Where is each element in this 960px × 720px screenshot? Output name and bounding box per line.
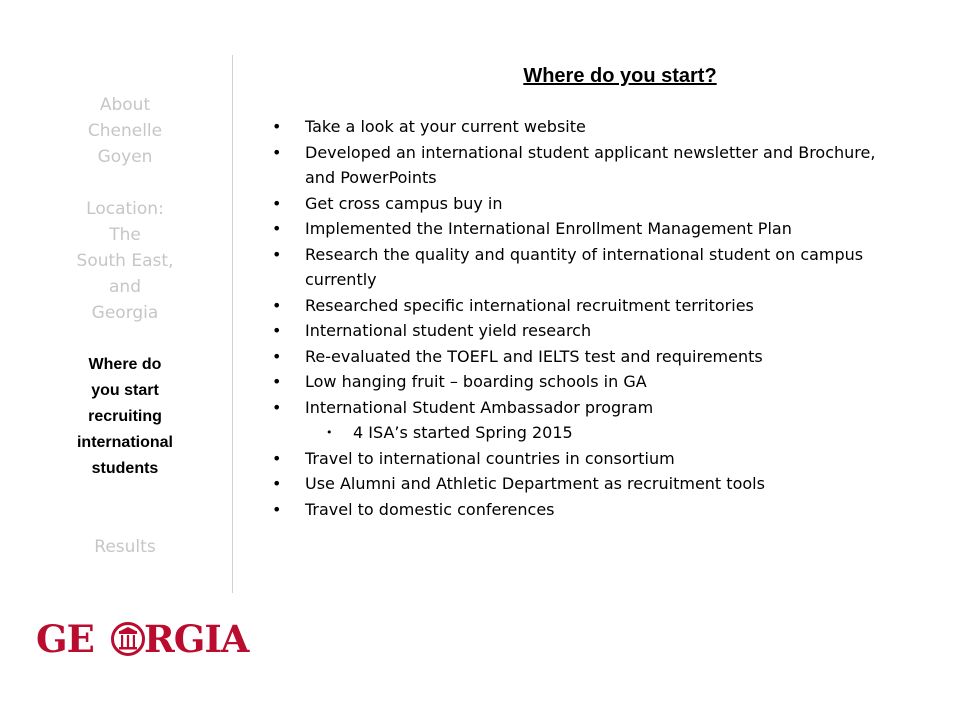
georgia-logo — [36, 617, 249, 661]
bullet-list — [270, 114, 920, 522]
bullet-marker: • — [272, 346, 282, 366]
nav-line: Chenelle — [87, 121, 163, 141]
bullet-text: Travel to international countries in consortium — [305, 448, 675, 468]
bullet-marker: • — [272, 295, 282, 315]
bullet-marker: • — [272, 117, 282, 136]
bullet-marker: • — [272, 321, 282, 340]
bullet-marker: • — [272, 219, 282, 238]
nav-item-where-do-you-start[interactable] — [60, 352, 190, 482]
bullet-item — [270, 114, 895, 140]
sidebar-nav — [60, 92, 190, 560]
bullet-text: Developed an international student applicant newsletter and Brochure, and PowerPoints — [305, 142, 876, 187]
bullet-item — [270, 344, 895, 370]
arch-icon — [111, 622, 145, 656]
bullet-item — [270, 140, 895, 191]
bullet-marker: • — [326, 426, 333, 439]
nav-item-results[interactable] — [60, 534, 190, 560]
nav-line: South East, — [76, 251, 174, 271]
bullet-text: Use Alumni and Athletic Department as recruitment tools — [305, 474, 765, 493]
nav-item-location[interactable] — [60, 196, 190, 326]
nav-spacer — [60, 170, 190, 196]
bullet-text: Take a look at your current website — [305, 117, 586, 136]
sub-bullet-item — [270, 420, 893, 446]
bullet-text: Researched specific international recruitment territories — [305, 295, 754, 315]
main-content — [270, 58, 920, 522]
nav-line: Goyen — [97, 147, 153, 167]
bullet-text: Research the quality and quantity of international student on campus currently — [305, 244, 864, 289]
bullet-text: Low hanging fruit – boarding schools in GA — [305, 372, 647, 391]
bullet-text: Re-evaluated the TOEFL and IELTS test and requirements — [305, 346, 763, 366]
bullet-marker: • — [272, 244, 282, 264]
bullet-item — [270, 242, 895, 293]
bullet-item — [270, 369, 895, 395]
bullet-item — [270, 497, 895, 523]
bullet-marker: • — [272, 448, 282, 468]
bullet-item — [270, 318, 895, 344]
nav-line: and — [109, 277, 141, 297]
bullet-text: International Student Ambassador program — [305, 397, 654, 417]
bullet-marker: • — [272, 499, 282, 519]
bullet-item — [270, 216, 895, 242]
page-title: Where do you start? — [523, 65, 717, 87]
bullet-item — [270, 293, 895, 319]
nav-line: Georgia — [91, 303, 159, 323]
nav-spacer — [60, 482, 190, 534]
nav-line: Where do — [88, 356, 162, 373]
bullet-item — [270, 191, 895, 217]
bullet-marker: • — [272, 142, 282, 162]
nav-line: Location: — [86, 199, 164, 219]
nav-line: About — [99, 95, 151, 115]
nav-item-about[interactable] — [60, 92, 190, 170]
bullet-item — [270, 446, 895, 472]
nav-line: Results — [94, 537, 156, 557]
nav-line: recruiting — [88, 408, 162, 425]
bullet-text: 4 ISA’s started Spring 2015 — [353, 423, 573, 442]
bullet-marker: • — [272, 397, 282, 417]
bullet-text: Travel to domestic conferences — [305, 499, 555, 519]
logo-text-right: RGIA — [144, 617, 249, 661]
bullet-marker: • — [272, 372, 282, 391]
bullet-marker: • — [272, 193, 282, 213]
nav-line: The — [109, 225, 141, 245]
nav-line: students — [91, 460, 159, 477]
nav-line: international — [76, 434, 173, 451]
bullet-item — [270, 471, 895, 497]
logo-text-left: GE — [36, 617, 94, 661]
vertical-divider — [232, 55, 233, 593]
bullet-text: International student yield research — [305, 321, 592, 340]
nav-line: you start — [91, 382, 159, 399]
bullet-text: Get cross campus buy in — [305, 193, 503, 213]
bullet-text: Implemented the International Enrollment Management Plan — [305, 219, 792, 238]
bullet-item — [270, 395, 895, 421]
bullet-marker: • — [272, 474, 282, 493]
nav-spacer — [60, 326, 190, 352]
